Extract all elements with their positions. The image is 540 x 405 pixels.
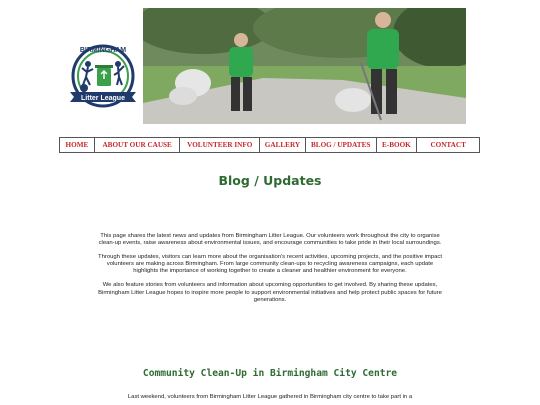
nav-volunteer-info[interactable]: VOLUNTEER INFO — [180, 138, 260, 152]
nav-about-our-cause[interactable]: ABOUT OUR CAUSE — [95, 138, 181, 152]
site-header — [0, 0, 540, 130]
hero-photo — [143, 8, 466, 124]
page-title: Blog / Updates — [218, 173, 322, 188]
nav-home[interactable]: HOME — [60, 138, 95, 152]
intro-paragraph: Through these updates, visitors can learn more about the organisation's recent activities, upcoming projects, and the positive impact volunteers are making across Birmingham. From large community clean-ups to recycling awareness campaigns, each update highlights the importance of working together to create a cleaner and healthier environment for everyone. — [98, 254, 442, 275]
nav-blog-updates[interactable]: BLOG / UPDATES — [306, 138, 377, 152]
post-title[interactable]: Community Clean-Up in Birmingham City Centre — [142, 368, 398, 379]
intro-paragraph: We also feature stories from volunteers and information about upcoming opportunities to get involved. By sharing these updates, Birmingham Litter League hopes to inspire more people to support environmental initiatives and help protect public spaces for future generations. — [98, 282, 442, 303]
site-logo[interactable] — [64, 38, 142, 116]
logo-badge-icon — [64, 38, 142, 116]
nav-gallery[interactable]: GALLERY — [260, 138, 306, 152]
main-nav — [59, 137, 480, 153]
svg-text:Litter League: Litter League — [81, 95, 125, 102]
nav-contact[interactable]: CONTACT — [430, 141, 466, 149]
svg-text:BIRMINGHAM: BIRMINGHAM — [79, 47, 127, 54]
intro-text — [95, 233, 445, 311]
post-excerpt: Last weekend, volunteers from Birmingham Litter League gathered in Birmingham city centre to take part in a — [127, 394, 413, 400]
intro-paragraph: This page shares the latest news and updates from Birmingham Litter League. Our volunteers work throughout the city to organise clean-up events, raise awareness about environmental issues, and encourage communities to take pride in their local surroundings. — [98, 233, 442, 247]
nav-e-book[interactable]: E-BOOK — [377, 138, 418, 152]
hero-image — [143, 8, 466, 124]
